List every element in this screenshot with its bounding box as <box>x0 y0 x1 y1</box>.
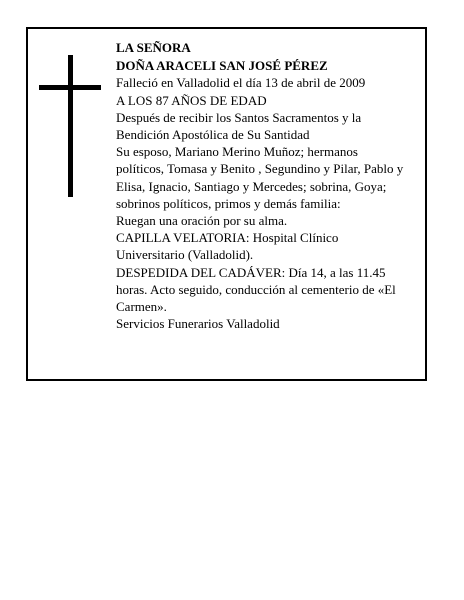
family-line-4: sobrinos políticos, primos y demás familia: <box>116 195 341 211</box>
notice-title-line-1: LA SEÑORA <box>116 40 191 55</box>
farewell-line-2: horas. Acto seguido, conducción al cementerio de «El <box>116 281 396 297</box>
family-line-1: Su esposo, Mariano Merino Muñoz; hermanos <box>116 144 358 160</box>
farewell-line-3: Carmen». <box>116 299 167 315</box>
farewell-line-1: DESPEDIDA DEL CADÁVER: Día 14, a las 11.45 <box>116 264 386 280</box>
cross-horizontal-bar <box>39 85 101 90</box>
family-line-2: políticos, Tomasa y Benito , Segundino y Pilar, Pablo y <box>116 161 404 177</box>
wake-line-1: CAPILLA VELATORIA: Hospital Clínico <box>116 230 339 246</box>
sacraments-line-2: Bendición Apostólica de Su Santidad <box>116 127 310 143</box>
sacraments-line-1: Después de recibir los Santos Sacramentos y la <box>116 109 362 125</box>
wake-line-2: Universitario (Valladolid). <box>116 247 254 263</box>
obituary-text <box>116 39 416 332</box>
age-line: A LOS 87 AÑOS DE EDAD <box>116 92 267 108</box>
death-place-date: Falleció en Valladolid el día 13 de abril de 2009 <box>116 75 366 91</box>
cross-vertical-bar <box>68 55 73 197</box>
family-line-3: Elisa, Ignacio, Santiago y Mercedes; sobrina, Goya; <box>116 178 387 194</box>
obituary-card <box>26 27 427 381</box>
services-line: Servicios Funerarios Valladolid <box>116 316 280 332</box>
prayer-line: Ruegan una oración por su alma. <box>116 213 288 229</box>
deceased-name: DOÑA ARACELI SAN JOSÉ PÉREZ <box>116 58 328 74</box>
